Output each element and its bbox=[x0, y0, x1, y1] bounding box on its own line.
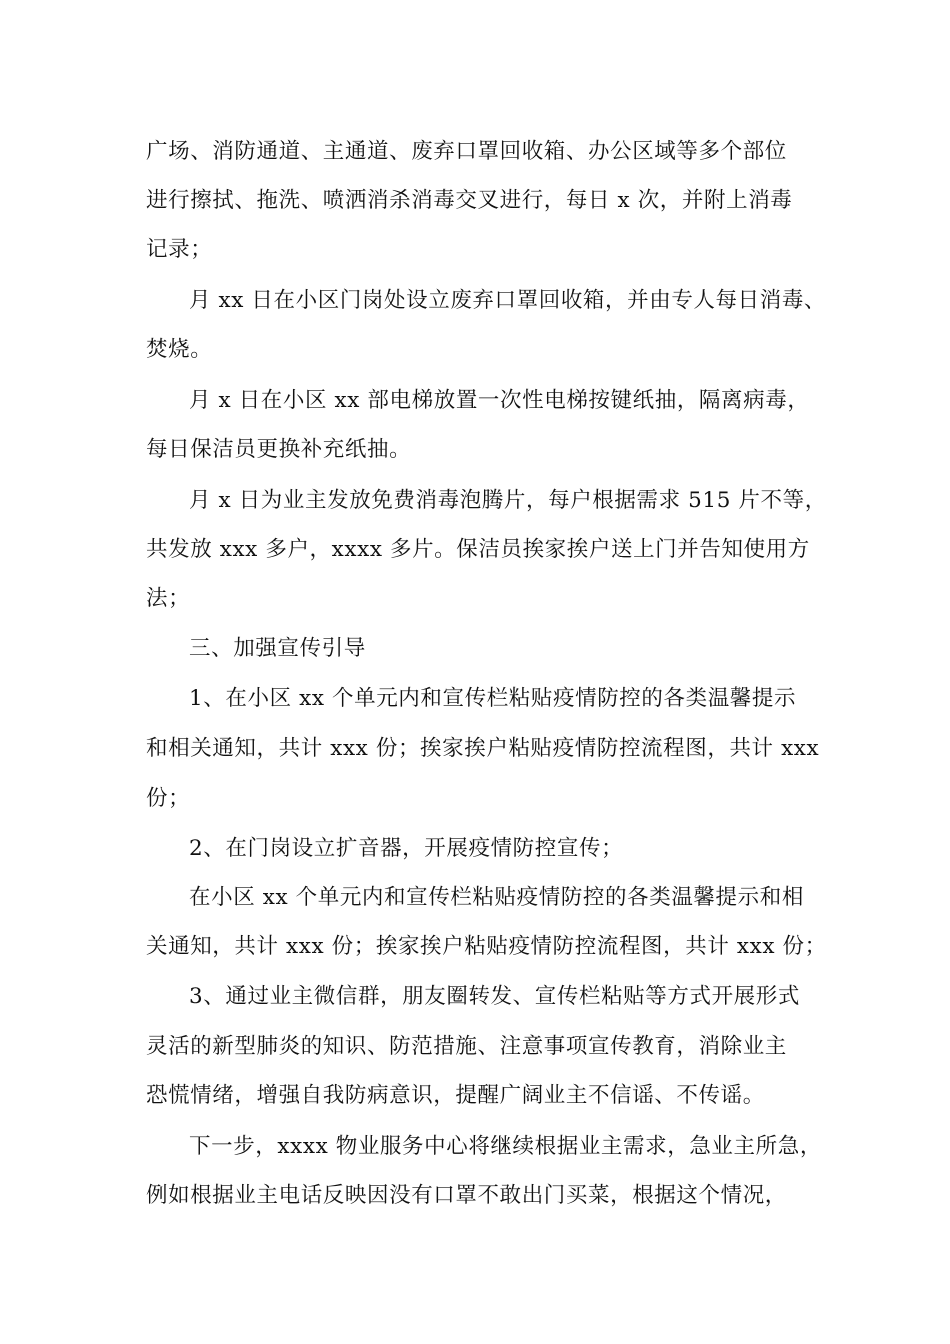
text-line: 灵活的新型肺炎的知识、防范措施、注意事项宣传教育，消除业主 bbox=[146, 1034, 787, 1059]
text-line: 3、通过业主微信群，朋友圈转发、宣传栏粘贴等方式开展形式 bbox=[189, 984, 800, 1009]
text-line: 进行擦拭、拖洗、喷洒消杀消毒交叉进行，每日 x 次，并附上消毒 bbox=[146, 188, 793, 213]
text-line: 2、在门岗设立扩音器，开展疫情防控宣传； bbox=[189, 836, 624, 861]
text-line: 共发放 xxx 多户，xxxx 多片。保洁员挨家挨户送上门并告知使用方 bbox=[146, 537, 810, 562]
text-line: 例如根据业主电话反映因没有口罩不敢出门买菜，根据这个情况， bbox=[146, 1183, 787, 1208]
text-line: 广场、消防通道、主通道、废弃口罩回收箱、办公区域等多个部位 bbox=[146, 139, 787, 164]
text-line: 1、在小区 xx 个单元内和宣传栏粘贴疫情防控的各类温馨提示 bbox=[189, 686, 797, 711]
section-heading: 三、加强宣传引导 bbox=[189, 636, 366, 661]
text-line: 焚烧。 bbox=[146, 337, 213, 362]
text-line: 记录； bbox=[146, 237, 213, 262]
text-line: 下一步，xxxx 物业服务中心将继续根据业主需求，急业主所急， bbox=[189, 1134, 822, 1159]
text-line: 法； bbox=[146, 586, 191, 611]
text-line: 在小区 xx 个单元内和宣传栏粘贴疫情防控的各类温馨提示和相 bbox=[189, 885, 804, 910]
text-line: 月 x 日在小区 xx 部电梯放置一次性电梯按键纸抽，隔离病毒， bbox=[189, 388, 810, 413]
text-line: 月 x 日为业主发放免费消毒泡腾片，每户根据需求 515 片不等， bbox=[189, 488, 827, 513]
text-line: 每日保洁员更换补充纸抽。 bbox=[146, 437, 412, 462]
text-line: 关通知，共计 xxx 份；挨家挨户粘贴疫情防控流程图，共计 xxx 份； bbox=[146, 934, 827, 959]
text-line: 份； bbox=[146, 786, 191, 811]
text-line: 月 xx 日在小区门岗处设立废弃口罩回收箱，并由专人每日消毒、 bbox=[189, 288, 827, 313]
text-line: 恐慌情绪，增强自我防病意识，提醒广阔业主不信谣、不传谣。 bbox=[146, 1083, 765, 1108]
text-line: 和相关通知，共计 xxx 份；挨家挨户粘贴疫情防控流程图，共计 xxx bbox=[146, 736, 820, 761]
